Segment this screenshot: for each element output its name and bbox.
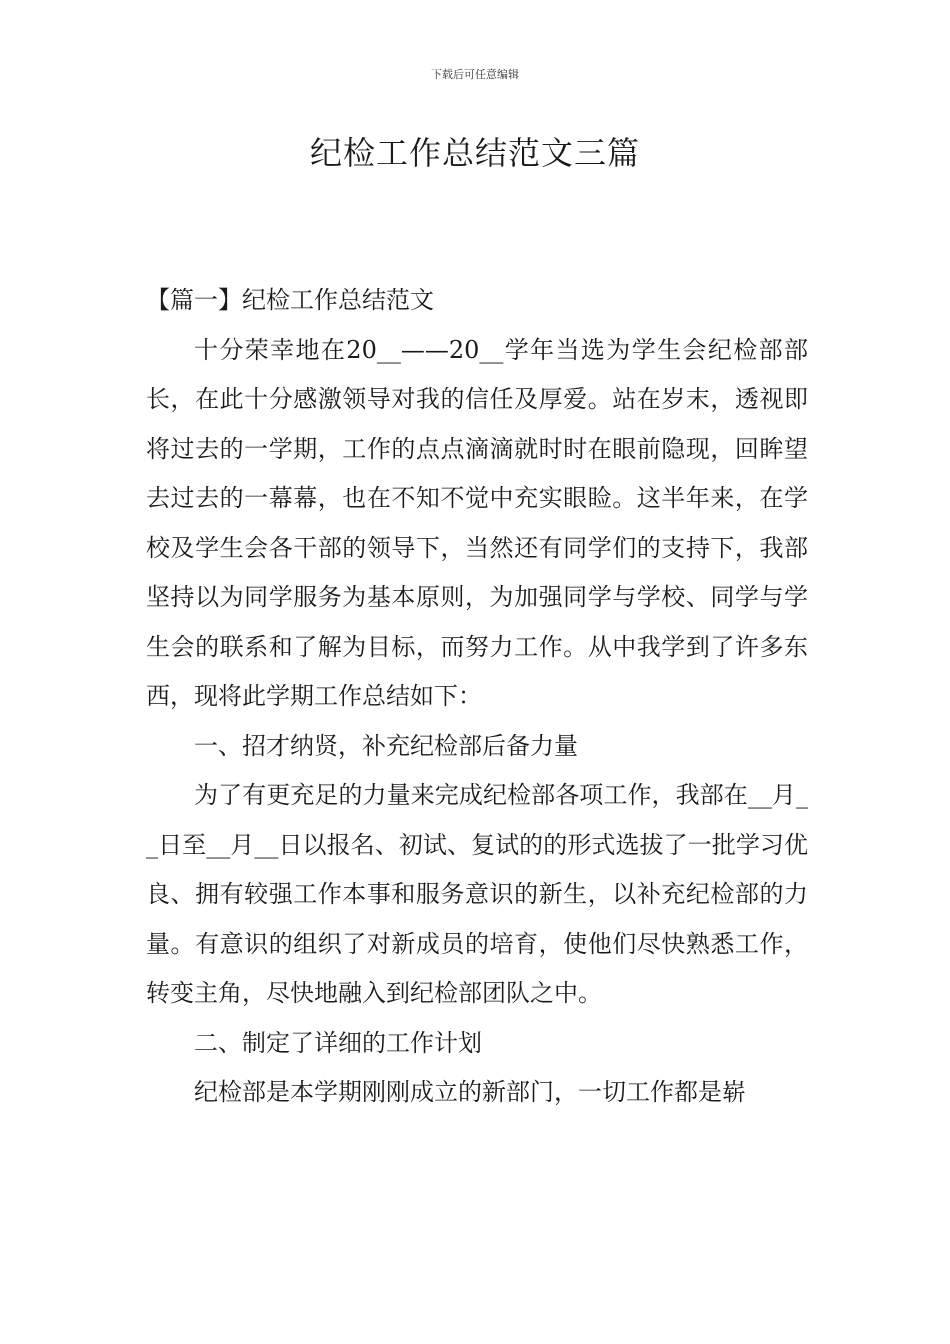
paragraph-heading-2: 二、制定了详细的工作计划 xyxy=(194,1028,482,1057)
document-body xyxy=(146,276,808,1118)
paragraph-intro: 十分荣幸地在20__——20__学年当选为学生会纪检部部长，在此十分感激领导对我的信任及厚爱。站在岁末，透视即将过去的一学期，工作的点点滴滴就时时在眼前隐现，回眸望去过去的一幕幕，也在不知不觉中充实眼睑。这半年来，在学校及学生会各干部的领导下，当然还有同学们的支持下，我部坚持以为同学服务为基本原则，为加强同学与学校、同学与学生会的联系和了解为目标，而努力工作。从中我学到了许多东西，现将此学期工作总结如下： xyxy=(146,335,808,710)
page-header-note: 下载后可任意编辑 xyxy=(431,68,519,81)
section-heading: 【篇一】纪检工作总结范文 xyxy=(146,286,434,314)
paragraph-recruitment: 为了有更充足的力量来完成纪检部各项工作，我部在__月__日至__月__日以报名、初试、复试的的形式选拔了一批学习优良、拥有较强工作本事和服务意识的新生，以补充纪检部的力量。有意识的组织了对新成员的培育，使他们尽快熟悉工作，转变主角，尽快地融入到纪检部团队之中。 xyxy=(146,781,808,1007)
document-title: 纪检工作总结范文三篇 xyxy=(309,134,640,172)
paragraph-planning: 纪检部是本学期刚刚成立的新部门，一切工作都是崭 xyxy=(194,1078,746,1106)
paragraph-heading-1: 一、招才纳贤，补充纪检部后备力量 xyxy=(194,731,578,760)
